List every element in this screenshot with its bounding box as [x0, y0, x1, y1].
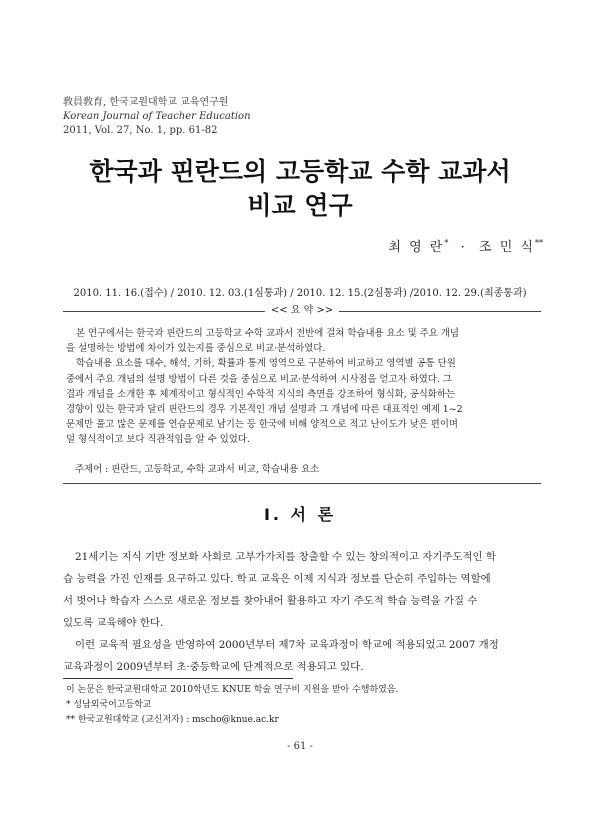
- author-line: [388, 236, 543, 255]
- body-line: 21세기는 지식 기반 정보화 사회로 고부가가치를 창출할 수 있는 창의적이고 자기주도적인 학: [75, 551, 496, 563]
- journal-volume-info: 2011, Vol. 27, No. 1, pp. 61-82: [63, 125, 218, 136]
- author-1: 최 영 란: [388, 240, 445, 255]
- page-number: - 61 -: [287, 741, 313, 752]
- journal-name-korean: 敎員敎育, 한국교원대학교 교육연구원: [63, 97, 229, 108]
- body-line: 있도록 교육해야 한다.: [63, 617, 164, 629]
- paper-title-line-2: 비교 연구: [247, 191, 353, 220]
- footnote-author-1: * 성남외국어고등학교: [66, 700, 152, 710]
- abstract-line: 경향이 있는 한국과 달리 핀란드의 경우 기본적인 개념 설명과 그 개념에 따른 대표적인 예제 1~2: [66, 404, 463, 416]
- footnotes: [66, 683, 398, 728]
- paper-title-line-1: 한국과 핀란드의 고등학교 수학 교과서: [89, 157, 511, 186]
- author-separator: ·: [460, 240, 467, 255]
- abstract-line: 학습내용 요소를 대수, 해석, 기하, 확률과 통계 영역으로 구분하여 비교하고 영역별 공통 단원: [76, 358, 456, 370]
- footnote-author-2: ** 한국교원대학교 (교신저자) : mscho@knue.ac.kr: [66, 715, 279, 725]
- author-2: 조 민 식: [479, 240, 535, 255]
- abstract-line: 본 연구에서는 한국과 핀란드의 고등학교 수학 교과서 전반에 걸쳐 학습내용 요소 및 주요 개념: [76, 328, 459, 339]
- keywords: 주제어 : 핀란드, 고등학교, 수학 교과서 비교, 학습내용 요소: [75, 464, 320, 475]
- journal-header: [63, 96, 251, 138]
- introduction-body: [63, 546, 541, 678]
- body-line: 교육과정이 2009년부터 초·중등학교에 단계적으로 적용되고 있다.: [63, 661, 364, 673]
- abstract-heading: << 요 약 >>: [265, 305, 339, 317]
- body-line: 습 능력을 가진 인재를 요구하고 있다. 학교 교육은 이제 지식과 정보를 단순히 주입하는 역할에: [63, 573, 491, 585]
- submission-dates: 2010. 11. 16.(접수) / 2010. 12. 03.(1심통과) / 2010. 12. 15.(2심통과) /2010. 12. 29.(최종통과): [73, 288, 527, 299]
- abstract-line: 덜 형식적이고 보다 직관적임을 알 수 있었다.: [66, 434, 250, 446]
- abstract-line: 을 설명하는 방법에 차이가 있는지를 중심으로 비교·분석하였다.: [66, 343, 326, 355]
- abstract-line: 결과 개념을 소개한 후 체계적이고 형식적인 수학적 지식의 측면을 강조하여 형식화, 공식화하는: [66, 388, 455, 400]
- footnote-funding: 이 논문은 한국교원대학교 2010학년도 KNUE 학술 연구비 지원을 받아 수행하였음.: [66, 685, 399, 695]
- abstract-body: [66, 326, 538, 448]
- footnote-divider: [63, 678, 293, 679]
- body-line: 이런 교육적 필요성을 반영하여 2000년부터 제7차 교육과정이 학교에 적용되었고 2007 개정: [75, 639, 499, 651]
- abstract-heading-rule: [63, 305, 541, 317]
- author-1-mark: *: [444, 238, 449, 248]
- abstract-line: 문제만 풀고 많은 문제를 연습문제로 남기는 등 한국에 비해 양적으로 적고 난이도가 낮은 편이며: [66, 419, 458, 431]
- body-line: 서 벗어나 학습자 스스로 새로운 정보를 찾아내어 활용하고 자기 주도적 학습 능력을 가질 수: [63, 595, 478, 607]
- abstract-bottom-divider: [63, 483, 541, 484]
- journal-name-english: Korean Journal of Teacher Education: [63, 111, 251, 122]
- author-2-mark: **: [535, 238, 543, 248]
- section-heading-introduction: Ⅰ. 서 론: [263, 505, 337, 524]
- abstract-line: 중에서 주요 개념의 설명 방법이 다른 것을 중심으로 비교·분석하여 시사점을 얻고자 하였다. 그: [66, 373, 452, 385]
